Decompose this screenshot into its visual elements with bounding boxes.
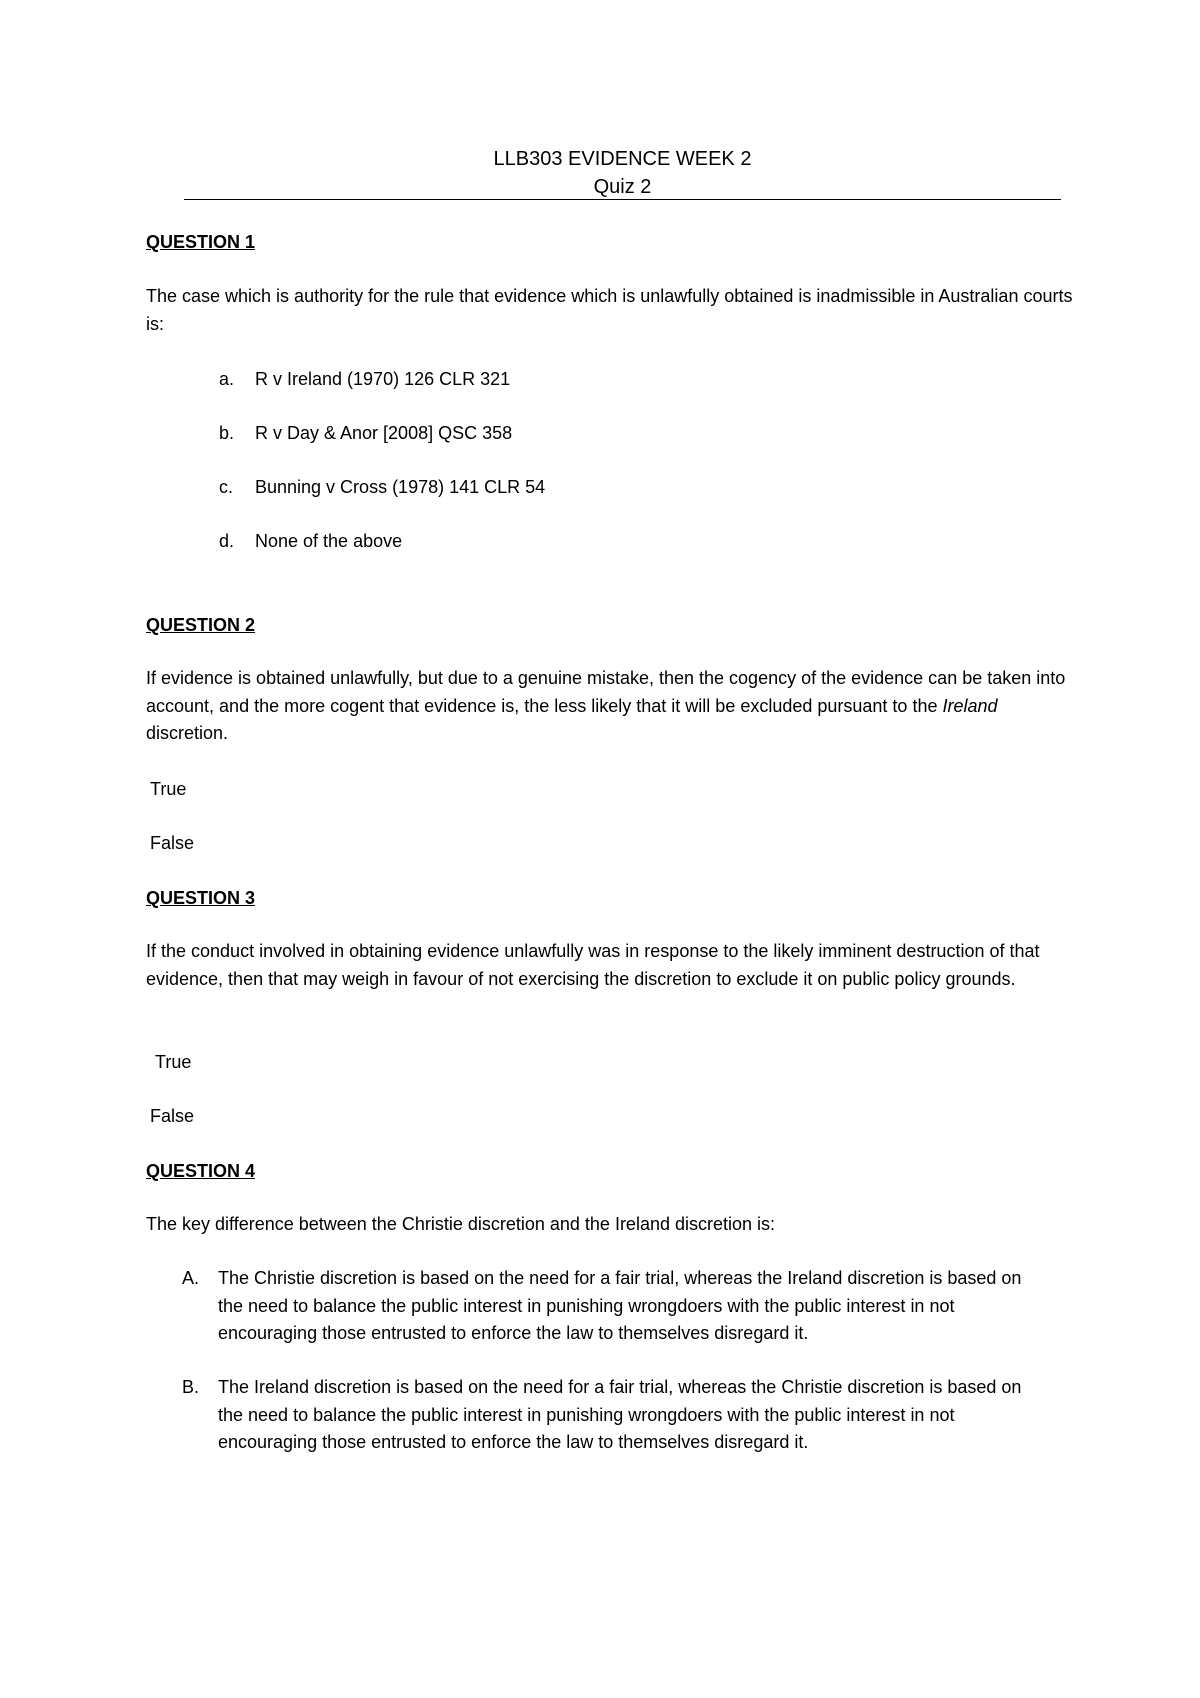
header-rule (184, 199, 1061, 200)
option-text: Bunning v Cross (1978) 141 CLR 54 (255, 477, 546, 497)
option-marker: d. (219, 531, 235, 551)
question-4-prompt: The key difference between the Christie discretion and the Ireland discretion is: (146, 1214, 776, 1234)
option-marker: c. (219, 477, 234, 497)
question-3-prompt: If the conduct involved in obtaining evidence unlawfully was in response to the likely imminent destruction of that evidence, then that may weigh in favour of not exercising the discretion to exclude it on public policy grounds. (146, 941, 1040, 989)
prompt-text: discretion. (146, 723, 229, 743)
document-title: LLB303 EVIDENCE WEEK 2 (493, 148, 752, 170)
option-marker: b. (219, 423, 235, 443)
prompt-italic-text: Ireland (942, 695, 998, 716)
document-header (184, 145, 1061, 201)
option-text: None of the above (255, 531, 403, 551)
prompt-text: If evidence is obtained unlawfully, but due to a genuine mistake, then the cogency of the evidence can be taken into account, and the more cogent that evidence is, the less likely that it will be excluded pursuant to the (146, 668, 1066, 716)
option-marker: B. (182, 1377, 200, 1397)
option-text: The Ireland discretion is based on the need for a fair trial, whereas the Christie discretion is based on the need to balance the public interest in punishing wrongdoers with the public interest in not encouraging those entrusted to enforce the law to themselves disregard it. (218, 1377, 1022, 1452)
question-2-false-option[interactable]: False (150, 833, 195, 853)
question-3-heading: QUESTION 3 (146, 888, 256, 908)
question-2-true-option[interactable]: True (150, 779, 187, 799)
question-3-false-option[interactable]: False (150, 1106, 195, 1126)
question-3-true-option[interactable]: True (155, 1052, 192, 1072)
question-4-heading: QUESTION 4 (146, 1161, 256, 1181)
document-subtitle: Quiz 2 (593, 176, 652, 198)
question-1-heading: QUESTION 1 (146, 232, 256, 252)
option-text: The Christie discretion is based on the need for a fair trial, whereas the Ireland discretion is based on the need to balance the public interest in punishing wrongdoers with the public interest in not encouraging those entrusted to enforce the law to themselves disregard it. (218, 1268, 1022, 1343)
option-text: R v Day & Anor [2008] QSC 358 (255, 423, 513, 443)
option-marker: A. (182, 1268, 200, 1288)
question-2-prompt (146, 665, 1076, 748)
question-2-heading: QUESTION 2 (146, 615, 256, 635)
option-text: R v Ireland (1970) 126 CLR 321 (255, 369, 511, 389)
option-marker: a. (219, 369, 235, 389)
question-1-prompt: The case which is authority for the rule that evidence which is unlawfully obtained is inadmissible in Australian courts is: (146, 286, 1073, 334)
